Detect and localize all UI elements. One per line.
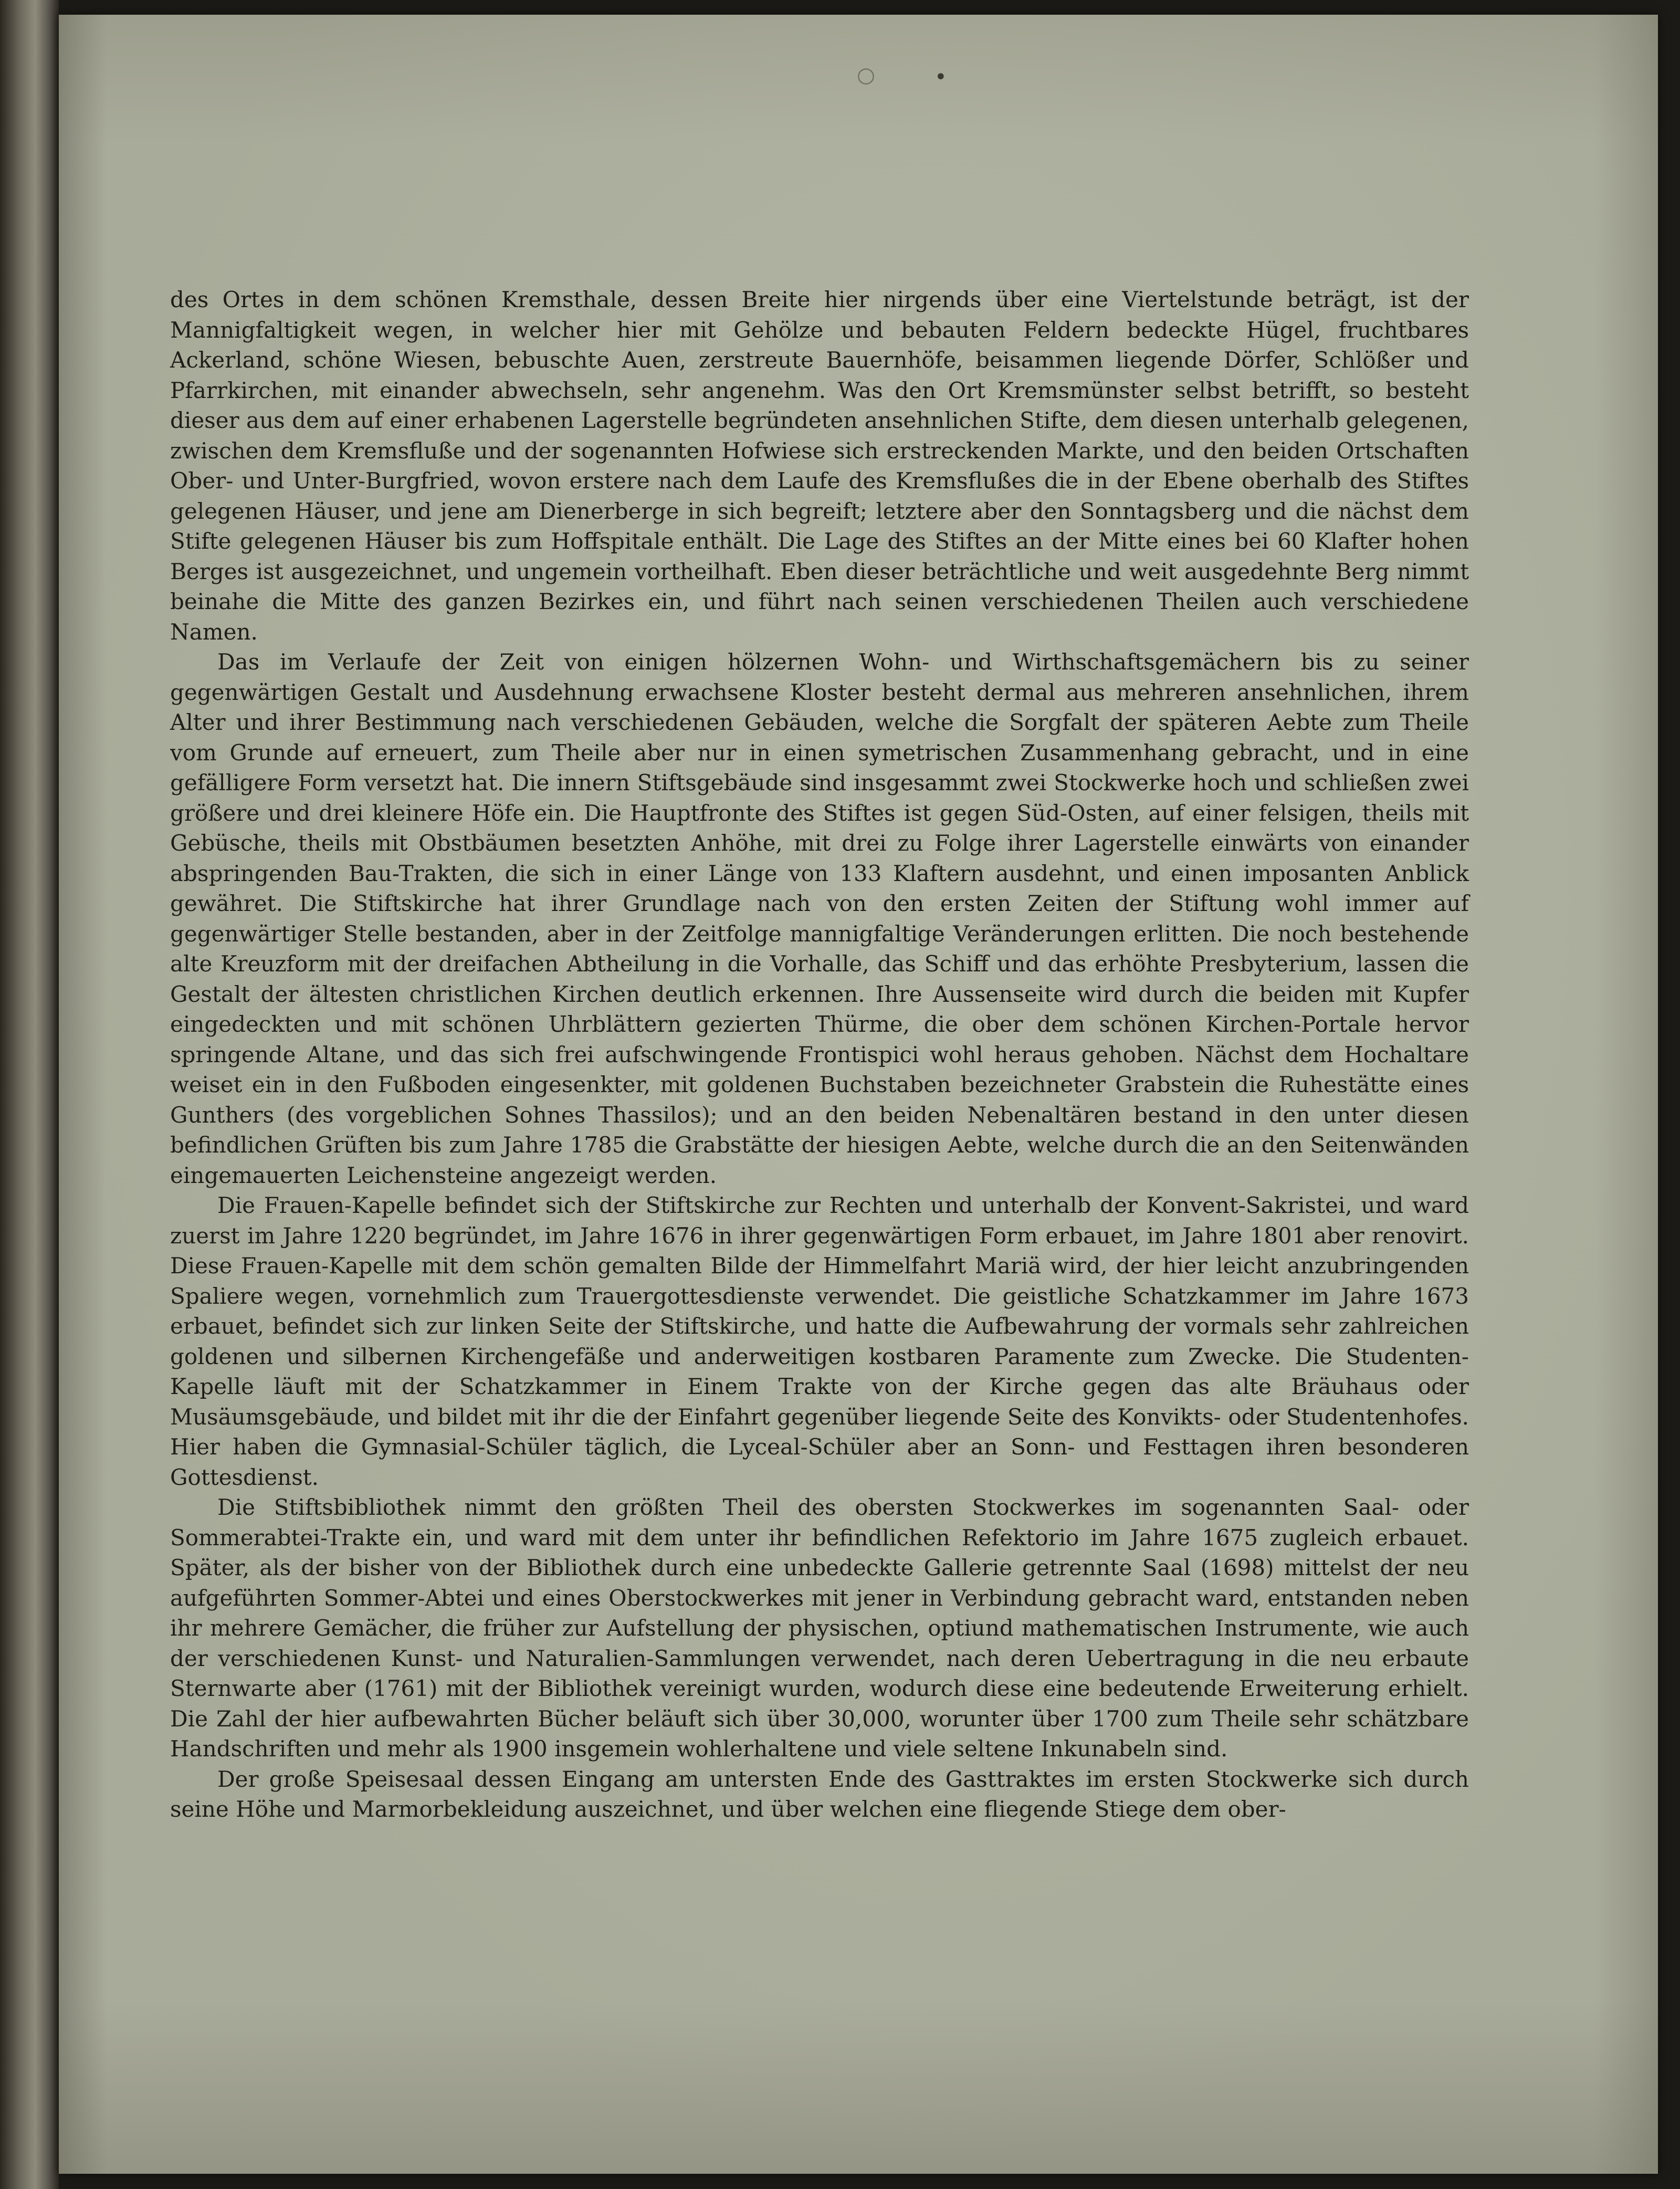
paragraph-4: Die Stiftsbibliothek nimmt den größten Theil des obersten Stockwerkes im sogenannten Saal- oder Sommerabtei-Trakte ein, und ward mit dem unter ihr befindlichen Refektorio im Jahre 1675 zugleich erbauet. Später, als der bisher von der Bibliothek durch eine unbedeckte Gallerie getrennte Saal (1698) mittelst der neu aufgeführten Sommer-Abtei und eines Oberstockwerkes mit jener in Verbindung gebracht ward, entstanden neben ihr mehrere Gemächer, die früher zur Aufstellung der physischen, optiund mathematischen Instrumente, wie auch der verschiedenen Kunst- und Naturalien-Sammlungen verwendet, nach deren Uebertragung in die neu erbaute Sternwarte aber (1761) mit der Bibliothek vereinigt wurden, wodurch diese eine bedeutende Erweiterung erhielt. Die Zahl der hier aufbewahrten Bücher beläuft sich über 30,000, worunter über 1700 zum Theile sehr schätzbare Handschriften und mehr als 1900 insgemein wohlerhaltene und viele seltene Inkunabeln sind. xyxy=(170,1494,1469,1762)
paragraph-3: Die Frauen-Kapelle befindet sich der Stiftskirche zur Rechten und unterhalb der Konvent-Sakristei, und ward zuerst im Jahre 1220 begründet, im Jahre 1676 in ihrer gegenwärtigen Form erbauet, im Jahre 1801 aber renovirt. Diese Frauen-Kapelle mit dem schön gemalten Bilde der Himmelfahrt Mariä wird, der hier leicht anzubringenden Spaliere wegen, vornehmlich zum Trauergottesdienste verwendet. Die geistliche Schatzkammer im Jahre 1673 erbauet, befindet sich zur linken Seite der Stiftskirche, und hatte die Aufbewahrung der vormals sehr zahlreichen goldenen und silbernen Kirchengefäße und anderweitigen kostbaren Paramente zum Zwecke. Die Studenten-Kapelle läuft mit der Schatzkammer in Einem Trakte von der Kirche gegen das alte Bräuhaus oder Musäumsgebäude, und bildet mit ihr die der Einfahrt gegenüber liegende Seite des Konvikts- oder Studentenhofes. Hier haben die Gymnasial-Schüler täglich, die Lyceal-Schüler aber an Sonn- und Festtagen ihren besonderen Gottesdienst. xyxy=(170,1192,1469,1490)
body-text xyxy=(170,285,1469,1825)
top-dot-mark: • xyxy=(934,65,947,89)
top-circle-mark: ○ xyxy=(857,63,875,87)
left-page-edge xyxy=(0,0,59,2189)
paragraph-2: Das im Verlaufe der Zeit von einigen hölzernen Wohn- und Wirthschaftsgemächern bis zu seiner gegenwärtigen Gestalt und Ausdehnung erwachsene Kloster besteht dermal aus mehreren ansehnlichen, ihrem Alter und ihrer Bestimmung nach verschiedenen Gebäuden, welche die Sorgfalt der späteren Aebte zum Theile vom Grunde auf erneuert, zum Theile aber nur in einen symetrischen Zusammenhang gebracht, und in eine gefälligere Form versetzt hat. Die innern Stiftsgebäude sind insgesammt zwei Stockwerke hoch und schließen zwei größere und drei kleinere Höfe ein. Die Hauptfronte des Stiftes ist gegen Süd-Osten, auf einer felsigen, theils mit Gebüsche, theils mit Obstbäumen besetzten Anhöhe, mit drei zu Folge ihrer Lagerstelle einwärts von einander abspringenden Bau-Trakten, die sich in einer Länge von 133 Klaftern ausdehnt, und einen imposanten Anblick gewähret. Die Stiftskirche hat ihrer Grundlage nach von den ersten Zeiten der Stiftung wohl immer auf gegenwärtiger Stelle bestanden, aber in der Zeitfolge mannigfaltige Veränderungen erlitten. Die noch bestehende alte Kreuzform mit der dreifachen Abtheilung in die Vorhalle, das Schiff und das erhöhte Presbyterium, lassen die Gestalt der ältesten christlichen Kirchen deutlich erkennen. Ihre Aussenseite wird durch die beiden mit Kupfer eingedeckten und mit schönen Uhrblättern gezierten Thürme, die ober dem schönen Kirchen-Portale hervor springende Altane, und das sich frei aufschwingende Frontispici wohl heraus gehoben. Nächst dem Hochaltare weiset ein in den Fußboden eingesenkter, mit goldenen Buchstaben bezeichneter Grabstein die Ruhestätte eines Gunthers (des vorgeblichen Sohnes Thassilos); und an den beiden Nebenaltären bestand in den unter diesen befindlichen Grüften bis zum Jahre 1785 die Grabstätte der hiesigen Aebte, welche durch die an den Seitenwänden eingemauerten Leichensteine angezeigt werden. xyxy=(170,649,1469,1188)
paragraph-5: Der große Speisesaal dessen Eingang am untersten Ende des Gasttraktes im ersten Stockwerke sich durch seine Höhe und Marmorbekleidung auszeichnet, und über welchen eine fliegende Stiege dem ober- xyxy=(170,1766,1469,1822)
paragraph-1: des Ortes in dem schönen Kremsthale, dessen Breite hier nirgends über eine Viertelstunde beträgt, ist der Mannigfaltigkeit wegen, in welcher hier mit Gehölze und bebauten Feldern bedeckte Hügel, fruchtbares Ackerland, schöne Wiesen, bebuschte Auen, zerstreute Bauernhöfe, beisammen liegende Dörfer, Schlößer und Pfarrkirchen, mit einander abwechseln, sehr angenehm. Was den Ort Kremsmünster selbst betrifft, so besteht dieser aus dem auf einer erhabenen Lagerstelle begründeten ansehnlichen Stifte, dem diesen unterhalb gelegenen, zwischen dem Kremsfluße und der sogenannten Hofwiese sich erstreckenden Markte, und den beiden Ortschaften Ober- und Unter-Burgfried, wovon erstere nach dem Laufe des Kremsflußes die in der Ebene oberhalb des Stiftes gelegenen Häuser, und jene am Dienerberge in sich begreift; letztere aber den Sonntagsberg und die nächst dem Stifte gelegenen Häuser bis zum Hoffspitale enthält. Die Lage des Stiftes an der Mitte eines bei 60 Klafter hohen Berges ist ausgezeichnet, und ungemein vortheilhaft. Eben dieser beträchtliche und weit ausgedehnte Berg nimmt beinahe die Mitte des ganzen Bezirkes ein, und führt nach seinen verschiedenen Theilen auch verschiedene Namen. xyxy=(170,287,1469,645)
